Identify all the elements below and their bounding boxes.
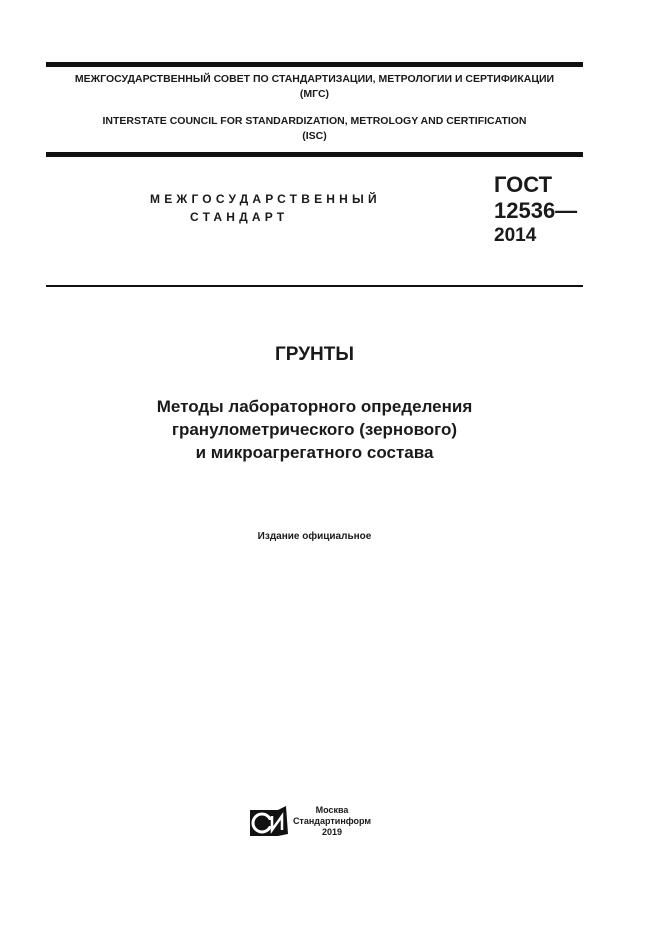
gost-label: ГОСТ [494, 172, 553, 197]
gost-number: 12536— [494, 198, 578, 223]
subtitle-line1: Методы лабораторного определения [156, 397, 473, 416]
council-en: INTERSTATE COUNCIL FOR STANDARDIZATION, METROLOGY AND CERTIFICATION [102, 115, 527, 127]
standartinform-logo-icon [248, 804, 292, 838]
standard-type-line2: СТАНДАРТ [190, 210, 289, 224]
middle-rule [46, 285, 583, 287]
header-rule [46, 152, 583, 157]
top-rule [46, 62, 583, 67]
council-abbr-en: (ISC) [302, 130, 327, 142]
subtitle-line3: и микроагрегатного состава [195, 443, 434, 462]
gost-year: 2014 [494, 225, 537, 246]
publisher-city: Москва [315, 805, 349, 815]
standard-type-line1: МЕЖГОСУДАРСТВЕННЫЙ [150, 192, 381, 206]
publisher-name: Стандартинформ [292, 816, 372, 826]
council-abbr-ru: (МГС) [299, 88, 330, 100]
subtitle-line2: гранулометрического (зернового) [171, 420, 458, 439]
edition-label: Издание официальное [257, 531, 372, 542]
title-main: ГРУНТЫ [275, 344, 354, 365]
publisher-year: 2019 [321, 827, 343, 837]
council-ru: МЕЖГОСУДАРСТВЕННЫЙ СОВЕТ ПО СТАНДАРТИЗАЦИИ, МЕТРОЛОГИИ И СЕРТИФИКАЦИИ [74, 73, 555, 85]
